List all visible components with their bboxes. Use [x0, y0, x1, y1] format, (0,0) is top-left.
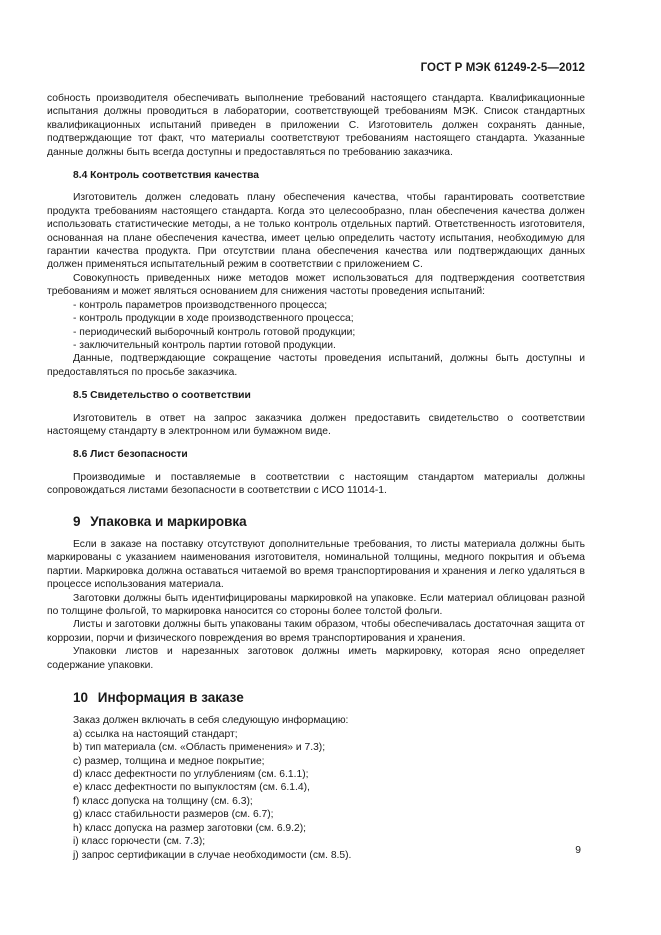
- section-8-5-title: 8.5 Свидетельство о соответствии: [73, 390, 251, 402]
- list-item: - заключительный контроль партии готовой продукции.: [73, 339, 336, 351]
- page-number: 9: [575, 845, 581, 856]
- list-item: a) ссылка на настоящий стандарт;: [73, 728, 238, 740]
- list-item: g) класс стабильности размеров (см. 6.7);: [73, 809, 274, 821]
- list-item: i) класс горючести (см. 7.3);: [73, 836, 206, 848]
- list-item: f) класс допуска на толщину (см. 6.3);: [73, 795, 253, 807]
- paragraph: Данные, подтверждающие сокращение частоты проведения испытаний, должны быть доступны и предоставляться по просьбе заказчика.: [47, 353, 585, 378]
- paragraph: Изготовитель должен следовать плану обеспечения качества, чтобы гарантировать соответствие продукта требованиям настоящего стандарта. Когда это целесообразно, план обеспечения качества должен использовать статистические методы, а не только контроль отдельных партий. Ответственность изготовителя, основанная на плане обеспечения качества, имеет целью определить частоту испытания, необходимую для гарантии качества продукта. При отсутствии плана обеспечения качества или подтверждающих данных должен применяться испытательный режим в соответствии с приложением С.: [47, 192, 585, 271]
- section-8-6-title: 8.6 Лист безопасности: [73, 449, 188, 461]
- paragraph-continuation: собность производителя обеспечивать выполнение требований настоящего стандарта. Квалификационные испытания должны проводиться в лаборатории, соответствующей требованиям МЭК. Список стандартных квалификационных испытаний приведен в приложении С. Изготовитель должен сохранять данные, подтверждающие тот факт, что материалы соответствуют требованиям настоящего стандарта. Указанные данные должны быть всегда доступны и предоставляться по требованию заказчика.: [47, 93, 585, 158]
- section-8-4-title: 8.4 Контроль соответствия качества: [73, 170, 260, 182]
- list-item: - контроль продукции в ходе производственного процесса;: [73, 313, 354, 325]
- list-item: b) тип материала (см. «Область применения» и 7.3);: [73, 742, 326, 754]
- list-item: - периодический выборочный контроль готовой продукции;: [73, 326, 356, 338]
- list-item: - контроль параметров производственного процесса;: [73, 299, 328, 311]
- chapter-number: 10: [73, 690, 89, 706]
- list-item: c) размер, толщина и медное покрытие;: [73, 755, 265, 767]
- chapter-10-heading: [47, 691, 585, 704]
- list-item: d) класс дефектности по углублениям (см. 6.1.1);: [73, 769, 309, 781]
- paragraph: Совокупность приведенных ниже методов может использоваться для подтверждения соответствия требованиям и может являться основанием для снижения частоты проведения испытаний:: [47, 272, 585, 298]
- chapter-title: Упаковка и маркировка: [90, 513, 247, 529]
- chapter-9-heading: [47, 515, 585, 528]
- chapter-title: Информация в заказе: [97, 690, 244, 706]
- list-item: e) класс дефектности по выпуклостям (см. 6.1.4),: [73, 782, 310, 794]
- list-item: j) запрос сертификации в случае необходимости (см. 8.5).: [73, 849, 352, 861]
- document-body: [47, 92, 585, 862]
- paragraph: Заказ должен включать в себя следующую информацию:: [73, 715, 349, 727]
- paragraph: Изготовитель в ответ на запрос заказчика должен предоставить свидетельство о соответствии настоящему стандарту в электронном или бумажном виде.: [47, 412, 585, 437]
- list-item: h) класс допуска на размер заготовки (см. 6.9.2);: [73, 822, 307, 834]
- document-header: ГОСТ Р МЭК 61249-2-5—2012: [420, 62, 585, 74]
- paragraph: Упаковки листов и нарезанных заготовок должны иметь маркировку, которая ясно определяет содержание упаковки.: [47, 646, 585, 671]
- paragraph: Листы и заготовки должны быть упакованы таким образом, чтобы обеспечивалась достаточная защита от коррозии, порчи и физического повреждения во время транспортирования и хранения.: [47, 619, 585, 644]
- chapter-number: 9: [73, 513, 81, 529]
- paragraph: Если в заказе на поставку отсутствуют дополнительные требования, то листы материала должны быть маркированы с указанием наименования изготовителя, номинальной толщины, медного покрытия и объема партии. Маркировка должна оставаться читаемой во время транспортирования и хранения и легко удаляться в процессе использования материала.: [47, 538, 585, 591]
- paragraph: Производимые и поставляемые в соответствии с настоящим стандартом материалы должны сопровождаться листами безопасности в соответствии с ИСО 11014-1.: [47, 471, 585, 497]
- paragraph: Заготовки должны быть идентифицированы маркировкой на упаковке. Если материал облицован разной по толщине фольгой, то маркировка наносится со стороны более толстой фольги.: [47, 592, 585, 617]
